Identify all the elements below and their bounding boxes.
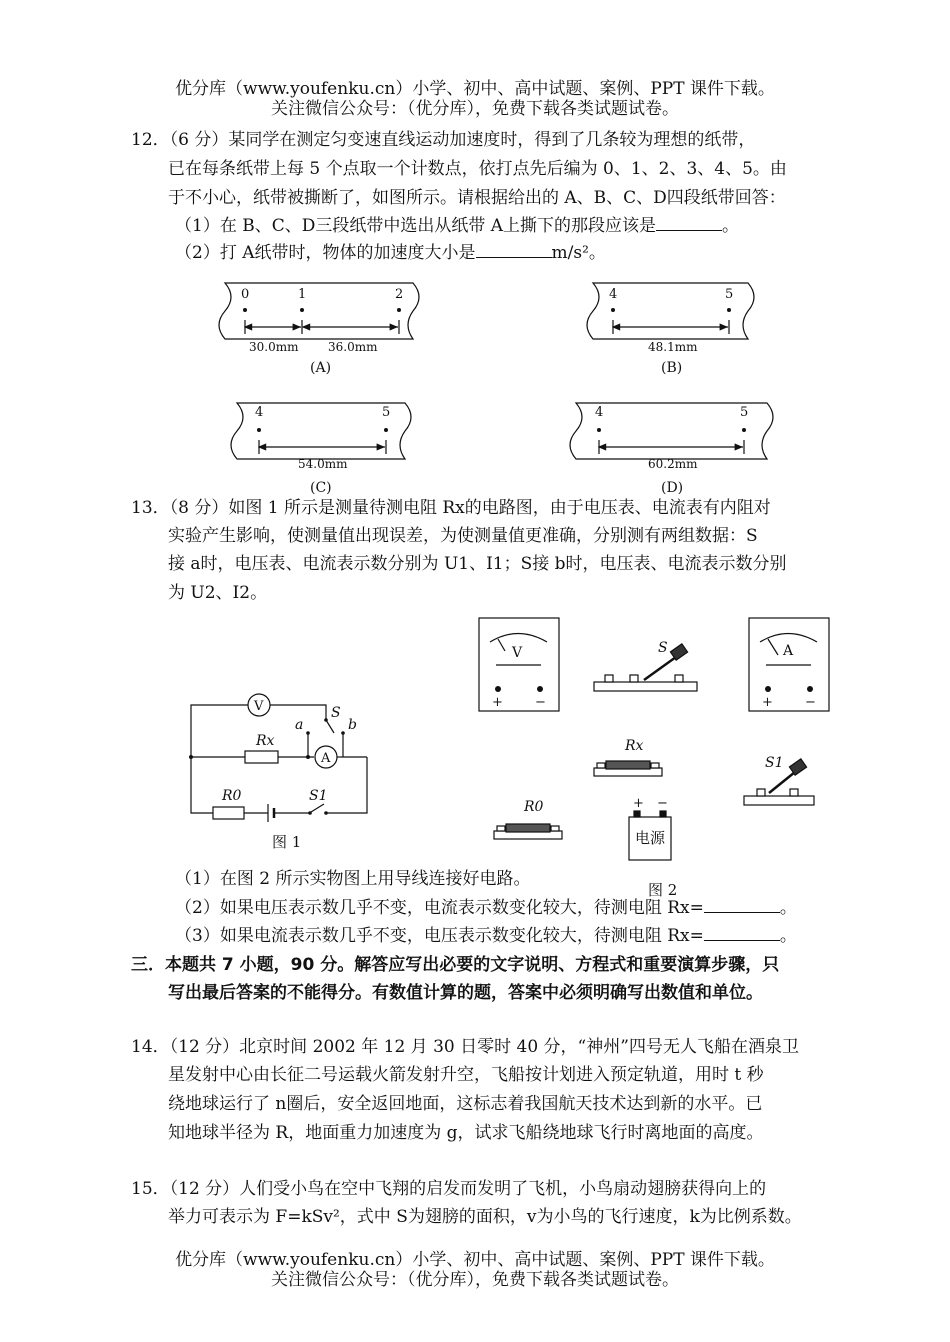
fig1-switch-s1	[311, 804, 324, 812]
q12-sub-2-unit: m/s²	[551, 243, 589, 263]
circuit-figures	[0, 605, 950, 900]
q13-line-1: 13．（8 分）如图 1 所示是测量待测电阻 Rx的电路图，由于电压表、电流表有内阻对	[131, 498, 771, 518]
fig2-voltmeter-plus: +	[492, 695, 503, 710]
tape-c-num-5: 5	[382, 405, 391, 420]
figure-2-objects	[479, 618, 829, 860]
tape-d-dist: 60.2mm	[648, 457, 698, 471]
fig2-switch-s1	[744, 796, 814, 805]
figure-1-circuit	[191, 694, 367, 822]
tape-c-num-4: 4	[255, 405, 264, 420]
tape-a-dot-2	[397, 308, 401, 312]
fig1-voltmeter-label: V	[254, 699, 264, 714]
tape-a-dot-0	[243, 308, 247, 312]
fig1-rx-resistor	[245, 751, 278, 763]
tape-a-num-0: 0	[241, 287, 250, 302]
tape-b-dist: 48.1mm	[648, 340, 698, 354]
paper-tapes-figure	[0, 270, 950, 495]
footer-line-1: 优分库（www.youfenku.cn）小学、初中、高中试题、案例、PPT 课件下载。	[175, 1250, 775, 1270]
tape-c-dot-5	[384, 428, 388, 432]
header-line-1: 优分库（www.youfenku.cn）小学、初中、高中试题、案例、PPT 课件下载。	[175, 79, 775, 99]
tape-c-dot-4	[257, 428, 261, 432]
q14-line-4: 知地球半径为 R，地面重力加速度为 g，试求飞船绕地球飞行时离地面的高度。	[168, 1123, 764, 1143]
tape-b-dot-5	[727, 308, 731, 312]
tape-a-dot-1	[300, 308, 304, 312]
q13-line-2: 实验产生影响，使测量值出现误差，为使测量值更准确，分别测有两组数据：S	[168, 526, 758, 546]
q13-answer-blank-3[interactable]	[704, 924, 780, 941]
q12-answer-blank-2[interactable]	[476, 241, 552, 258]
fig2-s-label: S	[658, 640, 668, 656]
tape-a-num-2: 2	[395, 287, 404, 302]
tape-c-dist: 54.0mm	[298, 457, 348, 471]
fig2-voltmeter-label: V	[512, 645, 523, 661]
q14-line-3: 绕地球运行了 n圈后，安全返回地面，这标志着我国航天技术达到新的水平。已	[168, 1094, 763, 1114]
q12-sub-2-text: （2）打 A纸带时，物体的加速度大小是	[175, 243, 476, 263]
q13-sub-3-end: 。	[779, 926, 797, 946]
fig2-r0-label: R0	[524, 799, 544, 815]
q13-sub-3	[175, 924, 797, 947]
fig1-s1-label: S1	[309, 788, 328, 804]
tape-d-num-5: 5	[740, 405, 749, 420]
fig2-rx-label: Rx	[625, 738, 644, 754]
tape-d-dot-5	[742, 428, 746, 432]
q13-line-4: 为 U2、I2。	[168, 583, 268, 603]
tape-a-dist-2: 36.0mm	[328, 340, 378, 354]
tape-c-label: (C)	[310, 480, 332, 495]
tape-a-label: (A)	[310, 360, 332, 376]
q12-sub-2	[175, 241, 606, 264]
q12-line-1: 12．（6 分）某同学在测定匀变速直线运动加速度时，得到了几条较为理想的纸带，	[131, 130, 756, 150]
fig2-caption: 图 2	[648, 881, 678, 899]
q13-line-3: 接 a时，电压表、电流表示数分别为 U1、I1；S接 b时，电压表、电流表示数分别	[168, 554, 787, 574]
q15-line-1: 15．（12 分）人们受小鸟在空中飞翔的启发而发明了飞机，小鸟扇动翅膀获得向上的	[131, 1179, 767, 1199]
q13-sub-3-text: （3）如果电流表示数几乎不变，电压表示数变化较大，待测电阻 Rx=	[175, 926, 704, 946]
q12-sub-1	[175, 214, 739, 237]
tape-a-dist-1: 30.0mm	[249, 340, 299, 354]
fig2-source-minus: −	[657, 796, 668, 811]
fig1-rx-label: Rx	[256, 733, 275, 749]
section-3-line-1: 三．本题共 7 小题，90 分。解答应写出必要的文字说明、方程式和重要演算步骤，只	[131, 955, 780, 975]
tape-b-num-4: 4	[609, 287, 618, 302]
fig2-source-label: 电源	[635, 829, 666, 847]
tape-d-dot-4	[597, 428, 601, 432]
q13-sub-2-end: 。	[779, 898, 797, 918]
tape-b-dot-4	[611, 308, 615, 312]
fig2-source-plus: +	[633, 796, 644, 811]
q13-answer-blank-2[interactable]	[704, 896, 780, 913]
fig1-s-label: S	[331, 705, 341, 721]
fig2-voltmeter-minus: −	[535, 695, 546, 710]
section-3-line-2: 写出最后答案的不能得分。有数值计算的题，答案中必须明确写出数值和单位。	[168, 983, 763, 1003]
fig2-ammeter-plus: +	[762, 695, 773, 710]
fig1-a-label: a	[295, 717, 304, 733]
fig1-r0-resistor	[213, 807, 244, 819]
q13-sub-2-text: （2）如果电压表示数几乎不变，电流表示数变化较大，待测电阻 Rx=	[175, 898, 704, 918]
tape-d-num-4: 4	[595, 405, 604, 420]
q14-line-1: 14．（12 分）北京时间 2002 年 12 月 30 日零时 40 分，“神州”四号无人飞船在酒泉卫	[131, 1037, 799, 1057]
tape-b-num-5: 5	[725, 287, 734, 302]
q13-sub-2	[175, 896, 797, 919]
fig1-b-label: b	[348, 717, 357, 733]
header-line-2: 关注微信公众号：（优分库），免费下载各类试题试卷。	[271, 99, 679, 119]
q12-sub-2-end: 。	[588, 243, 606, 263]
q13-sub-1: （1）在图 2 所示实物图上用导线连接好电路。	[175, 869, 531, 889]
fig1-r0-label: R0	[222, 788, 242, 804]
fig1-ammeter-label: A	[321, 751, 331, 766]
fig2-ammeter-minus: −	[805, 695, 816, 710]
q15-line-2: 举力可表示为 F=kSv²，式中 S为翅膀的面积，v为小鸟的飞行速度，k为比例系数。	[168, 1207, 802, 1227]
tape-a-num-1: 1	[298, 287, 307, 302]
q12-line-2: 已在每条纸带上每 5 个点取一个计数点，依打点先后编为 0、1、2、3、4、5。由	[168, 159, 787, 179]
q12-answer-blank-1[interactable]	[656, 214, 722, 231]
q12-sub-1-end: 。	[722, 216, 740, 236]
fig2-switch-s	[594, 682, 697, 691]
fig2-ammeter-label: A	[783, 643, 794, 659]
fig1-caption: 图 1	[272, 833, 302, 851]
q14-line-2: 星发射中心由长征二号运载火箭发射升空，飞船按计划进入预定轨道，用时 t 秒	[168, 1065, 764, 1085]
q12-sub-1-text: （1）在 B、C、D三段纸带中选出从纸带 A上撕下的那段应该是	[175, 216, 657, 236]
tape-b-label: (B)	[661, 360, 683, 376]
footer-line-2: 关注微信公众号：（优分库），免费下载各类试题试卷。	[271, 1270, 679, 1290]
tape-d-label: (D)	[661, 480, 684, 495]
fig2-s1-label: S1	[765, 755, 784, 771]
q12-line-3: 于不小心，纸带被撕断了，如图所示。请根据给出的 A、B、C、D四段纸带回答：	[168, 188, 786, 208]
